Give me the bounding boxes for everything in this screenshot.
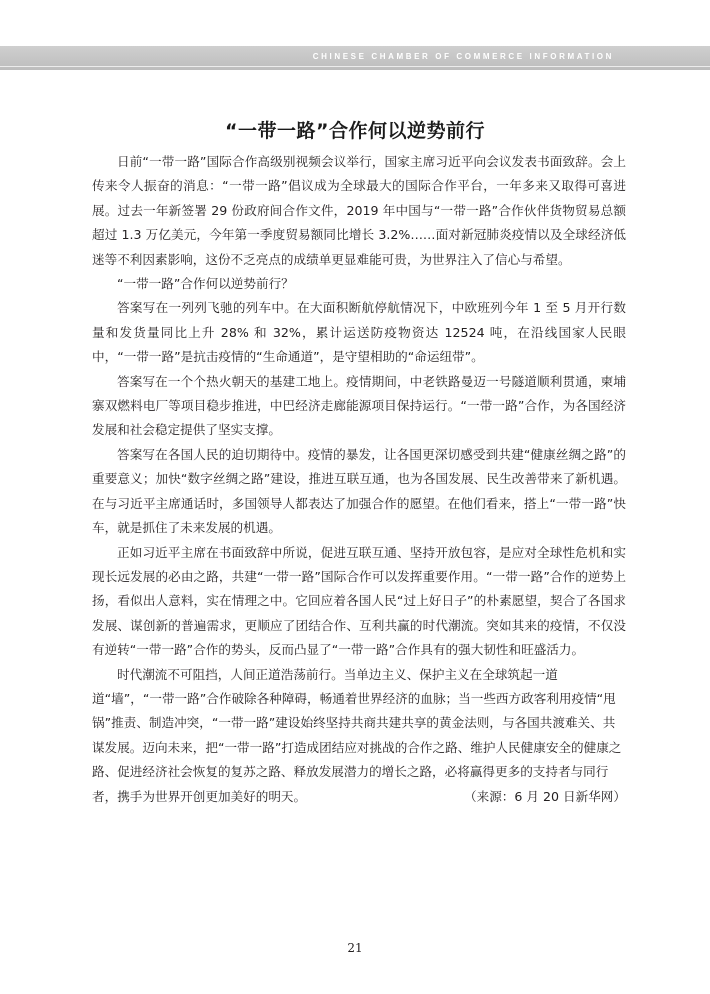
article-title: “一带一路”合作何以逆势前行	[225, 120, 485, 142]
paragraph: 正如习近平主席在书面致辞中所说，促进互联互通、坚持开放包容，是应对全球性危机和实现长远发展的必由之路，共建“一带一路”国际合作可以发挥重要作用。“一带一路”合作的逆势上扬，看似出人意料，实在情理之中。它回应着各国人民“过上好日子”的朴素愿望，契合了各国求发展、谋创新的普遍需求，更顺应了团结合作、互利共赢的时代潮流。突如其来的疫情，不仅没有逆转“一带一路”合作的势头，反而凸显了“一带一路”合作具有的强大韧性和旺盛活力。	[92, 544, 626, 658]
article-body	[92, 150, 626, 809]
paragraph: “一带一路”合作何以逆势前行？	[117, 276, 294, 292]
publication-name: CHINESE CHAMBER OF COMMERCE INFORMATION	[312, 52, 614, 61]
header-band	[0, 46, 710, 70]
header-divider	[0, 66, 710, 67]
paragraph-last	[92, 663, 626, 809]
page-number: 21	[347, 941, 363, 955]
paragraph: 日前“一带一路”国际合作高级别视频会议举行，国家主席习近平向会议发表书面致辞。会上传来令人振奋的消息：“一带一路”倡议成为全球最大的国际合作平台，一年多来又取得可喜进展。过去一年新签署 29 份政府间合作文件，2019 年中国与“一带一路”合作伙伴货物贸易总额超过 1.3 万亿美元，今年第一季度贸易额同比增长 3.2%……面对新冠肺炎疫情以及全球经济低迷等不利因素影响，这份不乏亮点的成绩单更显难能可贵，为世界注入了信心与希望。	[92, 154, 626, 267]
article-source: （来源：6 月 20 日新华网）	[464, 788, 626, 804]
paragraph: 答案写在一列列飞驰的列车中。在大面积断航停航情况下，中欧班列今年 1 至 5 月开行数量和发货量同比上升 28% 和 32%，累计运送防疫物资达 12524 吨，在沿线国家人民眼中，“一带一路”是抗击疫情的“生命通道”，是守望相助的“命运纽带”。	[92, 300, 626, 365]
paragraph-text: 时代潮流不可阻挡，人间正道浩荡前行。当单边主义、保护主义在全球筑起一道道“墙”，“一带一路”合作破除各种障碍，畅通着世界经济的血脉；当一些西方政客利用疫情“甩锅”推责、制造冲突，“一带一路”建设始终坚持共商共建共享的黄金法则，与各国共渡难关、共谋发展。迈向未来，把“一带一路”打造成团结应对挑战的合作之路、维护人民健康安全的健康之路、促进经济社会恢复的复苏之路、释放发展潜力的增长之路，必将赢得更多的支持者与同行者，携手为世界开创更加美好的明天。	[92, 666, 622, 804]
paragraph: 答案写在各国人民的迫切期待中。疫情的暴发，让各国更深切感受到共建“健康丝绸之路”的重要意义；加快“数字丝绸之路”建设，推进互联互通，也为各国发展、民生改善带来了新机遇。在与习近平主席通话时，多国领导人都表达了加强合作的愿望。在他们看来，搭上“一带一路”快车，就是抓住了未来发展的机遇。	[92, 446, 626, 536]
paragraph: 答案写在一个个热火朝天的基建工地上。疫情期间，中老铁路曼迈一号隧道顺利贯通，柬埔寨双燃料电厂等项目稳步推进，中巴经济走廊能源项目保持运行。“一带一路”合作，为各国经济发展和社会稳定提供了坚实支撑。	[92, 373, 626, 438]
